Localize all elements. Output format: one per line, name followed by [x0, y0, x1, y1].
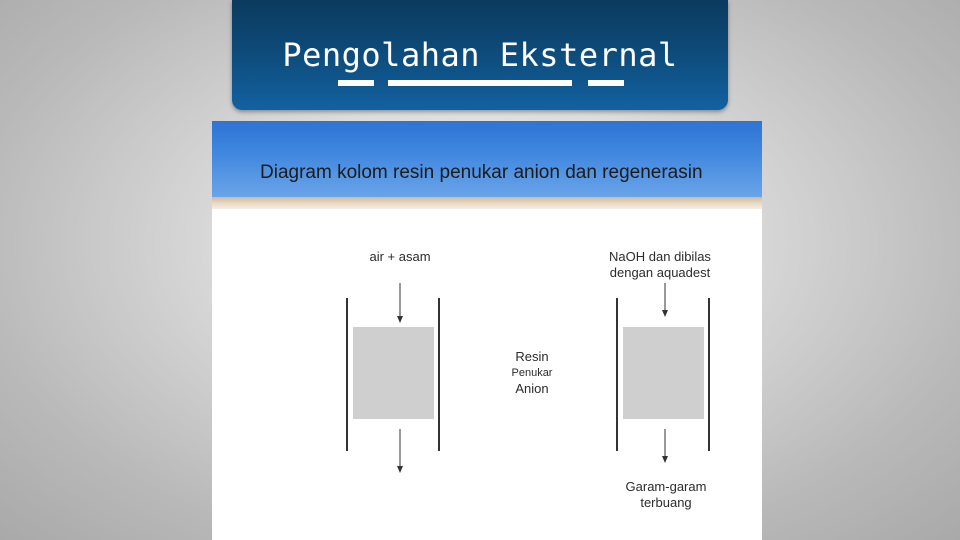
- slide-title: Pengolahan Eksternal: [282, 36, 678, 74]
- center-label-line1: Resin: [515, 349, 549, 364]
- title-banner: [232, 0, 728, 110]
- right-output-label-line1: Garam-garam: [625, 479, 707, 494]
- right-resin-bed: [623, 327, 704, 419]
- title-underline-dash: [588, 80, 624, 86]
- right-output-arrowhead: [662, 456, 668, 463]
- image-heading: Diagram kolom resin penukar anion dan regenerasin: [260, 162, 703, 183]
- center-label-line3: Anion: [515, 381, 549, 396]
- resin-column-diagram: [212, 121, 762, 540]
- center-label: [488, 349, 576, 397]
- right-output-label: [606, 479, 726, 511]
- right-input-arrowhead: [662, 310, 668, 317]
- title-underline-dash: [338, 80, 374, 86]
- center-label-line2: Penukar: [511, 367, 553, 379]
- left-output-arrowhead: [397, 466, 403, 473]
- right-input-label: [596, 249, 724, 281]
- right-input-label-line1: NaOH dan dibilas: [609, 249, 711, 264]
- right-output-label-line2: terbuang: [640, 495, 692, 510]
- left-input-arrowhead: [397, 316, 403, 323]
- right-input-label-line2: dengan aquadest: [609, 265, 711, 280]
- diagram-image: [212, 121, 762, 540]
- title-underline-dash: [388, 80, 572, 86]
- left-input-label: air + asam: [369, 249, 431, 264]
- left-resin-bed: [353, 327, 434, 419]
